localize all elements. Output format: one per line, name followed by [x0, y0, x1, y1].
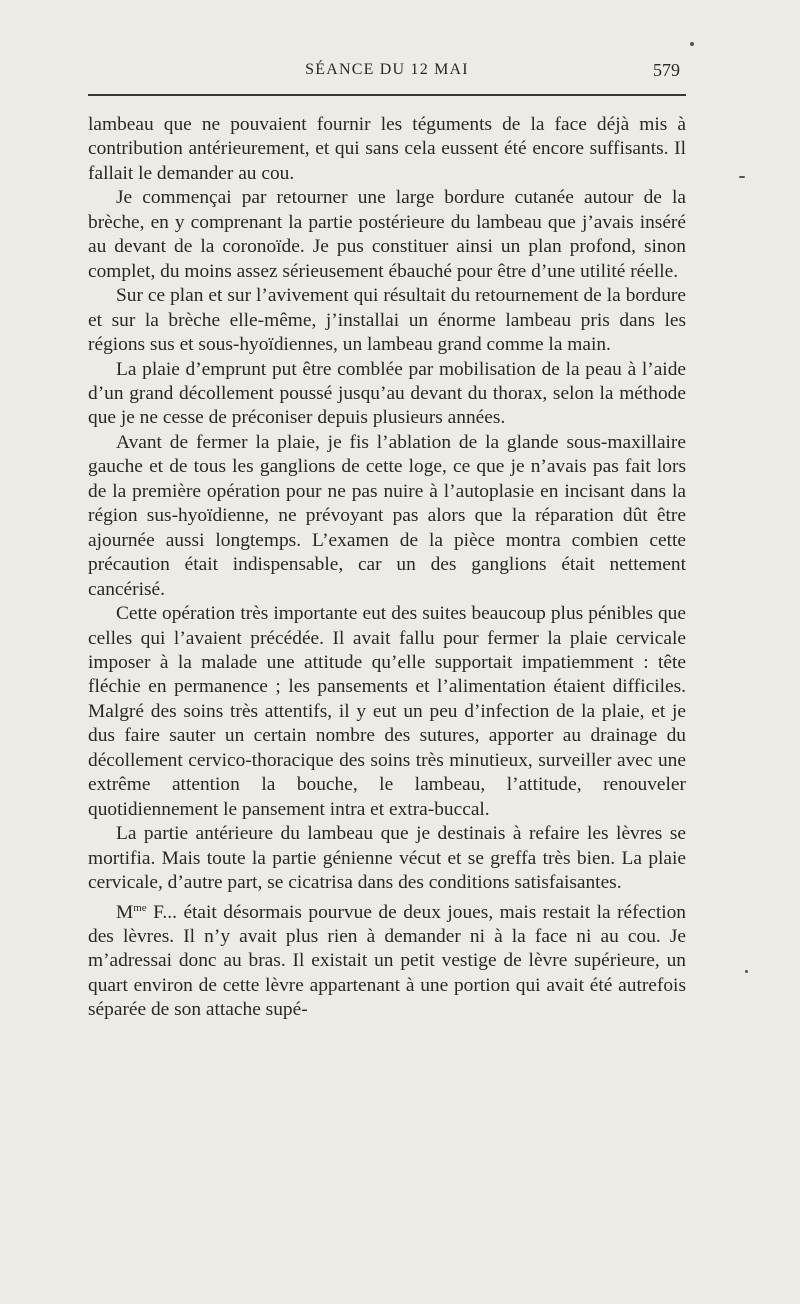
print-speck: [739, 176, 745, 178]
title-abbreviation: M: [116, 901, 134, 923]
paragraph-last-text: F... était désormais pourvue de deux joues, mais restait la réfection des lèvres. Il n’y avait plus rien à demander ni à la face ni au cou. Je m’adressai donc au bras. Il existait un petit vestige de lèvre supérieure, un quart environ de cette lèvre appartenant à une portion qui avait été autrefois séparée de son attache supé-: [88, 901, 686, 1021]
page-number: 579: [653, 60, 680, 80]
print-speck: [690, 42, 694, 46]
paragraph: La partie antérieure du lambeau que je destinais à refaire les lèvres se mortifia. Mais toute la partie génienne vécut et se greffa très bien. La plaie cervicale, d’autre part, se cicatrisa dans des conditions satisfaisantes.: [88, 823, 686, 894]
title-abbreviation-superscript: me: [133, 901, 147, 914]
paragraph: Je commençai par retourner une large bordure cutanée autour de la brèche, en y comprenant la partie postérieure du lambeau que j’avais inséré au devant de la coronoïde. Je pus constituer ainsi un plan profond, sinon complet, du moins assez sérieusement ébauché pour être d’une utilité réelle.: [88, 187, 686, 282]
paragraph: lambeau que ne pouvaient fournir les téguments de la face déjà mis à contribution antérieurement, et qui sans cela eussent été encore suffisants. Il fallait le demander au cou.: [88, 114, 686, 184]
body-text: [88, 113, 686, 1023]
running-header: [88, 58, 686, 88]
paragraph: Cette opération très importante eut des suites beaucoup plus pénibles que celles qui l’avaient précédée. Il avait fallu pour fermer la plaie cervicale imposer à la malade une attitude qu’elle supportait impatiemment : tête fléchie en permanence ; les pansements et l’alimentation étaient difficiles. Malgré des soins très attentifs, il y eut un peu d’infection de la plaie, et je dus faire sauter un certain nombre des sutures, apporter au drainage du décollement cervico-thoracique des soins très minutieux, surveiller avec une extrême attention la bouche, le lambeau, l’attitude, renouveler quotidiennement le pansement intra et extra-buccal.: [88, 603, 686, 820]
header-title: SÉANCE DU 12 MAI: [305, 61, 469, 78]
paragraph: Avant de fermer la plaie, je fis l’ablation de la glande sous-maxillaire gauche et de tous les ganglions de cette loge, ce que je n’avais pas fait lors de la première opération pour ne pas nuire à l’autoplasie en incisant dans la région sus-hyoïdienne, ne prévoyant pas alors que la réparation dût être ajournée aussi longtemps. L’examen de la pièce montra combien cette précaution était indispensable, car un des ganglions était nettement cancérisé.: [88, 431, 686, 600]
paragraph: Sur ce plan et sur l’avivement qui résultait du retournement de la bordure et sur la brèche elle-même, j’installai un énorme lambeau pris dans les régions sus et sous-hyoïdiennes, un lambeau grand comme la main.: [88, 285, 686, 356]
paragraph: La plaie d’emprunt put être comblée par mobilisation de la peau à l’aide d’un grand décollement poussé jusqu’au devant du thorax, selon la méthode que je ne cesse de préconiser depuis plusieurs années.: [88, 358, 686, 429]
header-rule: [88, 94, 686, 96]
paragraph-last: [88, 896, 686, 1023]
print-speck: [745, 970, 748, 973]
